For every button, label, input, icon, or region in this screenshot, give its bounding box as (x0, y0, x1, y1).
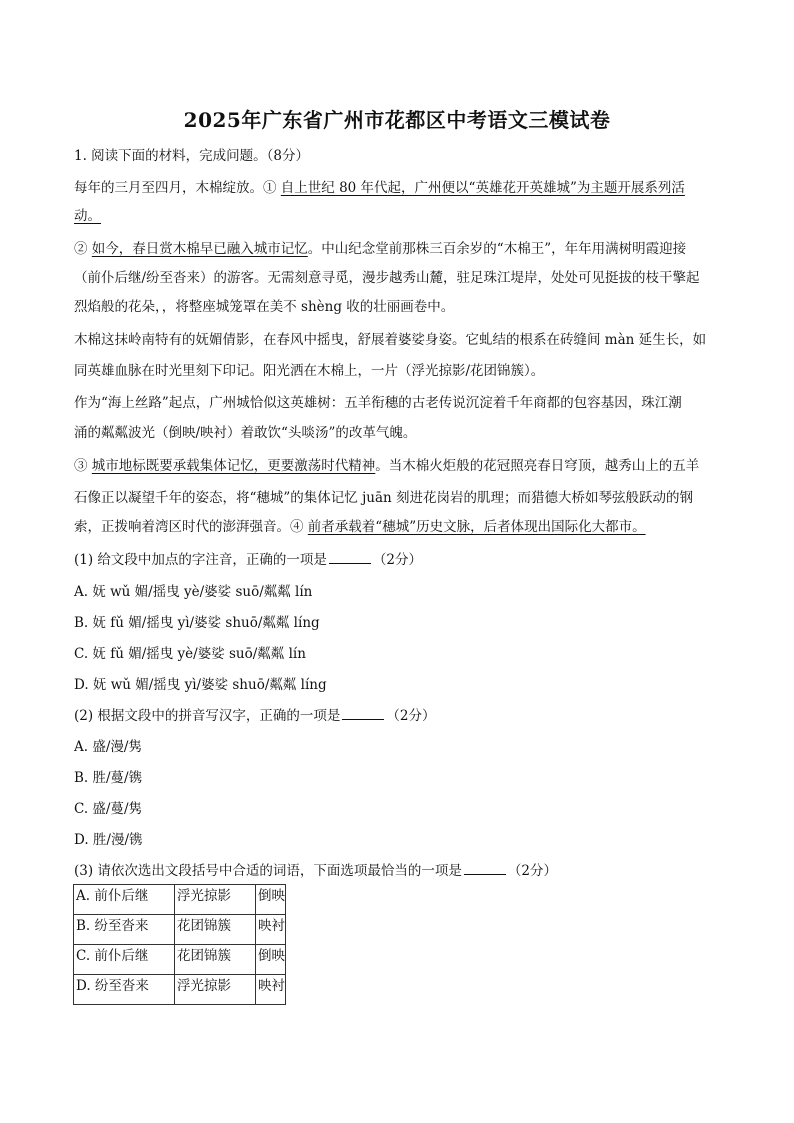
underlined-sentence-4: 前者承载着“穗城”历史文脉，后者体现出国际化大都市。 (307, 519, 646, 535)
passage-text: 每年的三月至四月，木棉绽放。① (74, 180, 281, 196)
subquestion-2-prompt (74, 706, 436, 726)
table-cell: 浮光掠影 (175, 885, 256, 915)
passage-line: 同英雄血脉在时光里刻下印记。阳光洒在木棉上，一片（浮光掠影/花团锦簇）。 (74, 363, 545, 379)
subquestion-1-prompt (74, 550, 422, 570)
passage-line: （前仆后继/纷至沓来）的游客。无需刻意寻觅，漫步越秀山麓，驻足珠江堤岸，处处可见挺拔的枝干擎起 (74, 270, 700, 286)
passage-line (74, 206, 101, 226)
underlined-sentence-1-cont: 动。 (74, 208, 101, 224)
page-title: 2025年广东省广州市花都区中考语文三模试卷 (183, 108, 611, 132)
prompt-text: (3) 请依次选出文段括号中合适的词语，下面选项最恰当的一项是 (74, 863, 462, 879)
subquestion-3-prompt (74, 861, 557, 881)
passage-line: 作为“海上丝路”起点，广州城恰似这英雄树：五羊衔穗的古老传说沉淀着千年商都的包容基因，珠江潮 (74, 395, 682, 411)
option-b[interactable]: B. 妩 fǔ 媚/摇曳 yì/婆娑 shuō/粼粼 líng (74, 615, 320, 631)
answer-blank[interactable] (342, 707, 384, 720)
table-cell: 倒映 (256, 885, 286, 915)
table-cell: 映衬 (256, 915, 286, 945)
underlined-sentence-3: 城市地标既要承载集体记忆，更要激荡时代精神 (91, 458, 376, 474)
table-cell: D. 纷至沓来 (74, 975, 175, 1005)
passage-text: 。中山纪念堂前那株三百余岁的“木棉王”，年年用满树明霞迎接 (307, 241, 687, 257)
option-a[interactable]: A. 妩 wǔ 媚/摇曳 yè/婆娑 suō/粼粼 lín (74, 584, 313, 600)
option-d[interactable]: D. 妩 wǔ 媚/摇曳 yì/婆娑 shuō/粼粼 líng (74, 677, 327, 693)
option-c[interactable]: C. 盛/蔓/隽 (74, 801, 143, 817)
answer-blank[interactable] (464, 862, 506, 875)
table-row[interactable] (74, 975, 286, 1005)
table-cell: 倒映 (256, 945, 286, 975)
table-cell: A. 前仆后继 (74, 885, 175, 915)
option-a[interactable]: A. 盛/漫/隽 (74, 739, 142, 755)
passage-line (74, 178, 685, 198)
passage-line: 烈焰般的花朵，，将整座城笼罩在美不 shèng 收的壮丽画卷中。 (74, 299, 455, 315)
passage-text: 索，正拨响着湾区时代的澎湃强音。④ (74, 519, 308, 535)
points-label: （2分） (386, 708, 436, 724)
passage-text: 。当木棉火炬般的花冠照亮春日穹顶，越秀山上的五羊 (375, 458, 700, 474)
passage-line: 石像正以凝望千年的姿态，将“穗城”的集体记忆 juān 刻进花岗岩的肌理；而猎德大桥如琴弦般跃动的钢 (74, 490, 694, 506)
passage-line: 木棉这抹岭南特有的妩媚倩影，在春风中摇曳，舒展着婆娑身姿。它虬结的根系在砖缝间 màn 延生长，如 (74, 332, 707, 348)
underlined-sentence-1: 自上世纪 80 年代起，广州便以“英雄花开英雄城”为主题开展系列活 (280, 180, 685, 196)
sentence-marker-3: ③ (74, 458, 92, 474)
passage-line: 涌的粼粼波光（倒映/映衬）着敢饮“头啖汤”的改革气魄。 (74, 425, 417, 441)
table-cell: B. 纷至沓来 (74, 915, 175, 945)
underlined-sentence-2: 如今，春日赏木棉早已融入城市记忆 (91, 241, 308, 257)
table-cell: C. 前仆后继 (74, 945, 175, 975)
answer-blank[interactable] (329, 551, 371, 564)
table-row[interactable] (74, 945, 286, 975)
table-cell: 花团锦簇 (175, 945, 256, 975)
passage-line (74, 517, 646, 537)
table-cell: 浮光掠影 (175, 975, 256, 1005)
prompt-text: (1) 给文段中加点的字注音，正确的一项是 (74, 552, 327, 568)
option-c[interactable]: C. 妩 fǔ 媚/摇曳 yè/婆娑 suō/粼粼 lín (74, 646, 306, 662)
sentence-marker-2: ② (74, 241, 92, 257)
option-b[interactable]: B. 胜/蔓/镌 (74, 770, 143, 786)
table-cell: 映衬 (256, 975, 286, 1005)
points-label: （2分） (507, 863, 558, 879)
options-table (73, 884, 286, 1005)
points-label: （2分） (372, 552, 423, 568)
prompt-text: (2) 根据文段中的拼音写汉字，正确的一项是 (74, 708, 341, 724)
table-row[interactable] (74, 885, 286, 915)
table-cell: 花团锦簇 (175, 915, 256, 945)
question-header: 1. 阅读下面的材料，完成问题。（8分） (74, 148, 310, 164)
passage-line (74, 456, 699, 476)
passage-line (74, 239, 686, 259)
table-row[interactable] (74, 915, 286, 945)
option-d[interactable]: D. 胜/漫/镌 (74, 832, 143, 848)
